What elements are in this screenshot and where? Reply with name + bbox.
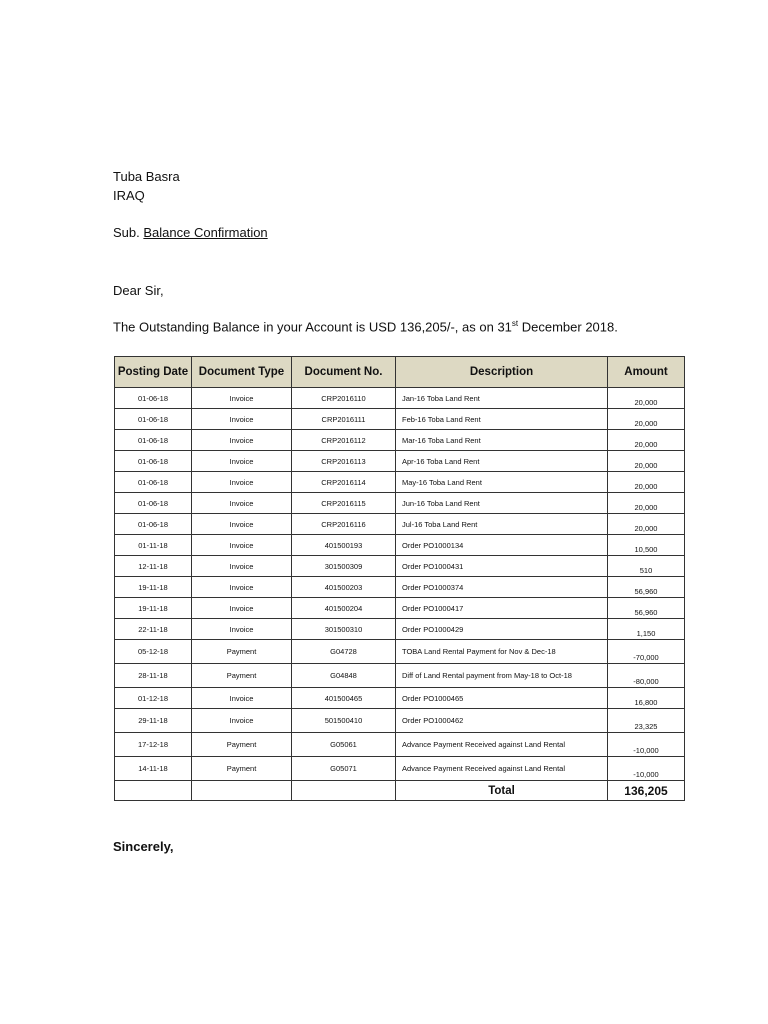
cell-type: Invoice — [192, 598, 292, 619]
table-header-row — [115, 357, 685, 388]
cell-doc-no: 401500465 — [292, 688, 396, 709]
subject-prefix: Sub. — [113, 225, 140, 240]
table-row — [115, 514, 685, 535]
cell-date: 01-06-18 — [115, 493, 192, 514]
cell-description: TOBA Land Rental Payment for Nov & Dec-18 — [396, 640, 608, 664]
cell-description: Order PO1000431 — [396, 556, 608, 577]
cell-amount: 20,000 — [608, 430, 685, 451]
table-row — [115, 493, 685, 514]
cell-date: 01-06-18 — [115, 409, 192, 430]
cell-date: 01-11-18 — [115, 535, 192, 556]
cell-date: 12-11-18 — [115, 556, 192, 577]
cell-amount: 16,800 — [608, 688, 685, 709]
total-label: Total — [396, 781, 608, 801]
closing: Sincerely, — [113, 839, 174, 854]
header-posting-date: Posting Date — [115, 357, 192, 388]
table-row — [115, 664, 685, 688]
subject-title: Balance Confirmation — [143, 225, 268, 240]
header-amount: Amount — [608, 357, 685, 388]
cell-amount: 20,000 — [608, 493, 685, 514]
cell-amount: 20,000 — [608, 409, 685, 430]
cell-doc-no: 301500310 — [292, 619, 396, 640]
subject-line — [113, 225, 268, 240]
cell-type: Invoice — [192, 409, 292, 430]
table-row — [115, 619, 685, 640]
cell-amount: 56,960 — [608, 577, 685, 598]
cell-doc-no: 401500193 — [292, 535, 396, 556]
cell-date: 01-06-18 — [115, 451, 192, 472]
cell-description: Feb-16 Toba Land Rent — [396, 409, 608, 430]
cell-type: Invoice — [192, 388, 292, 409]
table-row — [115, 409, 685, 430]
table-row — [115, 757, 685, 781]
cell-type: Invoice — [192, 472, 292, 493]
cell-doc-no: 301500309 — [292, 556, 396, 577]
cell-type: Payment — [192, 664, 292, 688]
table-row — [115, 598, 685, 619]
table-row — [115, 556, 685, 577]
total-row — [115, 781, 685, 801]
cell-amount: 56,960 — [608, 598, 685, 619]
cell-doc-no: G04848 — [292, 664, 396, 688]
cell-date: 29-11-18 — [115, 709, 192, 733]
cell-type: Invoice — [192, 619, 292, 640]
cell-amount: 20,000 — [608, 451, 685, 472]
cell-amount: 10,500 — [608, 535, 685, 556]
cell-description: Order PO1000429 — [396, 619, 608, 640]
cell-date: 19-11-18 — [115, 577, 192, 598]
cell-description: Jul-16 Toba Land Rent — [396, 514, 608, 535]
cell-amount: -10,000 — [608, 733, 685, 757]
cell-type: Invoice — [192, 514, 292, 535]
cell-type: Invoice — [192, 430, 292, 451]
total-amount: 136,205 — [608, 781, 685, 801]
cell-description: May-16 Toba Land Rent — [396, 472, 608, 493]
cell-doc-no: G04728 — [292, 640, 396, 664]
salutation: Dear Sir, — [113, 283, 164, 298]
cell-description: Order PO1000465 — [396, 688, 608, 709]
cell-description: Diff of Land Rental payment from May-18 to Oct-18 — [396, 664, 608, 688]
cell-type: Invoice — [192, 493, 292, 514]
statement-post: December 2018. — [518, 319, 618, 335]
cell-description: Order PO1000374 — [396, 577, 608, 598]
table-row — [115, 640, 685, 664]
cell-date: 14-11-18 — [115, 757, 192, 781]
cell-description: Jan-16 Toba Land Rent — [396, 388, 608, 409]
cell-type: Invoice — [192, 535, 292, 556]
cell-amount: -70,000 — [608, 640, 685, 664]
balance-table — [114, 356, 685, 801]
cell-doc-no: CRP2016114 — [292, 472, 396, 493]
cell-type: Invoice — [192, 577, 292, 598]
cell-amount: -80,000 — [608, 664, 685, 688]
cell-type: Payment — [192, 733, 292, 757]
recipient-name: Tuba Basra — [113, 169, 180, 184]
cell-amount: 20,000 — [608, 514, 685, 535]
cell-doc-no: 401500203 — [292, 577, 396, 598]
header-description: Description — [396, 357, 608, 388]
cell-date: 01-06-18 — [115, 388, 192, 409]
header-document-no: Document No. — [292, 357, 396, 388]
table-row — [115, 733, 685, 757]
cell-empty — [292, 781, 396, 801]
cell-empty — [115, 781, 192, 801]
table-row — [115, 535, 685, 556]
cell-date: 22-11-18 — [115, 619, 192, 640]
cell-doc-no: CRP2016110 — [292, 388, 396, 409]
cell-description: Jun-16 Toba Land Rent — [396, 493, 608, 514]
cell-date: 28-11-18 — [115, 664, 192, 688]
table-row — [115, 388, 685, 409]
cell-date: 01-06-18 — [115, 472, 192, 493]
cell-doc-no: G05061 — [292, 733, 396, 757]
cell-amount: 23,325 — [608, 709, 685, 733]
statement-pre: The Outstanding Balance in your Account is USD 136,205/-, as on 31 — [113, 319, 512, 335]
table-row — [115, 709, 685, 733]
cell-amount: 20,000 — [608, 472, 685, 493]
cell-type: Invoice — [192, 709, 292, 733]
cell-description: Order PO1000462 — [396, 709, 608, 733]
cell-doc-no: 401500204 — [292, 598, 396, 619]
balance-statement — [113, 319, 618, 334]
table-row — [115, 688, 685, 709]
cell-type: Invoice — [192, 451, 292, 472]
cell-description: Advance Payment Received against Land Rental — [396, 733, 608, 757]
cell-amount: 20,000 — [608, 388, 685, 409]
cell-doc-no: CRP2016111 — [292, 409, 396, 430]
cell-type: Invoice — [192, 556, 292, 577]
cell-amount: -10,000 — [608, 757, 685, 781]
cell-amount: 1,150 — [608, 619, 685, 640]
table-row — [115, 472, 685, 493]
cell-date: 01-06-18 — [115, 514, 192, 535]
cell-type: Payment — [192, 757, 292, 781]
cell-description: Order PO1000134 — [396, 535, 608, 556]
cell-type: Invoice — [192, 688, 292, 709]
header-document-type: Document Type — [192, 357, 292, 388]
recipient-country: IRAQ — [113, 188, 145, 203]
cell-type: Payment — [192, 640, 292, 664]
cell-description: Mar-16 Toba Land Rent — [396, 430, 608, 451]
cell-amount: 510 — [608, 556, 685, 577]
table-row — [115, 451, 685, 472]
cell-date: 19-11-18 — [115, 598, 192, 619]
cell-doc-no: G05071 — [292, 757, 396, 781]
cell-date: 17-12-18 — [115, 733, 192, 757]
cell-doc-no: CRP2016116 — [292, 514, 396, 535]
statement-sup: st — [511, 319, 519, 328]
cell-description: Advance Payment Received against Land Rental — [396, 757, 608, 781]
cell-doc-no: 501500410 — [292, 709, 396, 733]
cell-doc-no: CRP2016112 — [292, 430, 396, 451]
table-row — [115, 577, 685, 598]
cell-empty — [192, 781, 292, 801]
table-row — [115, 430, 685, 451]
cell-doc-no: CRP2016115 — [292, 493, 396, 514]
cell-date: 01-06-18 — [115, 430, 192, 451]
cell-date: 05-12-18 — [115, 640, 192, 664]
cell-description: Order PO1000417 — [396, 598, 608, 619]
cell-description: Apr-16 Toba Land Rent — [396, 451, 608, 472]
cell-date: 01-12-18 — [115, 688, 192, 709]
cell-doc-no: CRP2016113 — [292, 451, 396, 472]
